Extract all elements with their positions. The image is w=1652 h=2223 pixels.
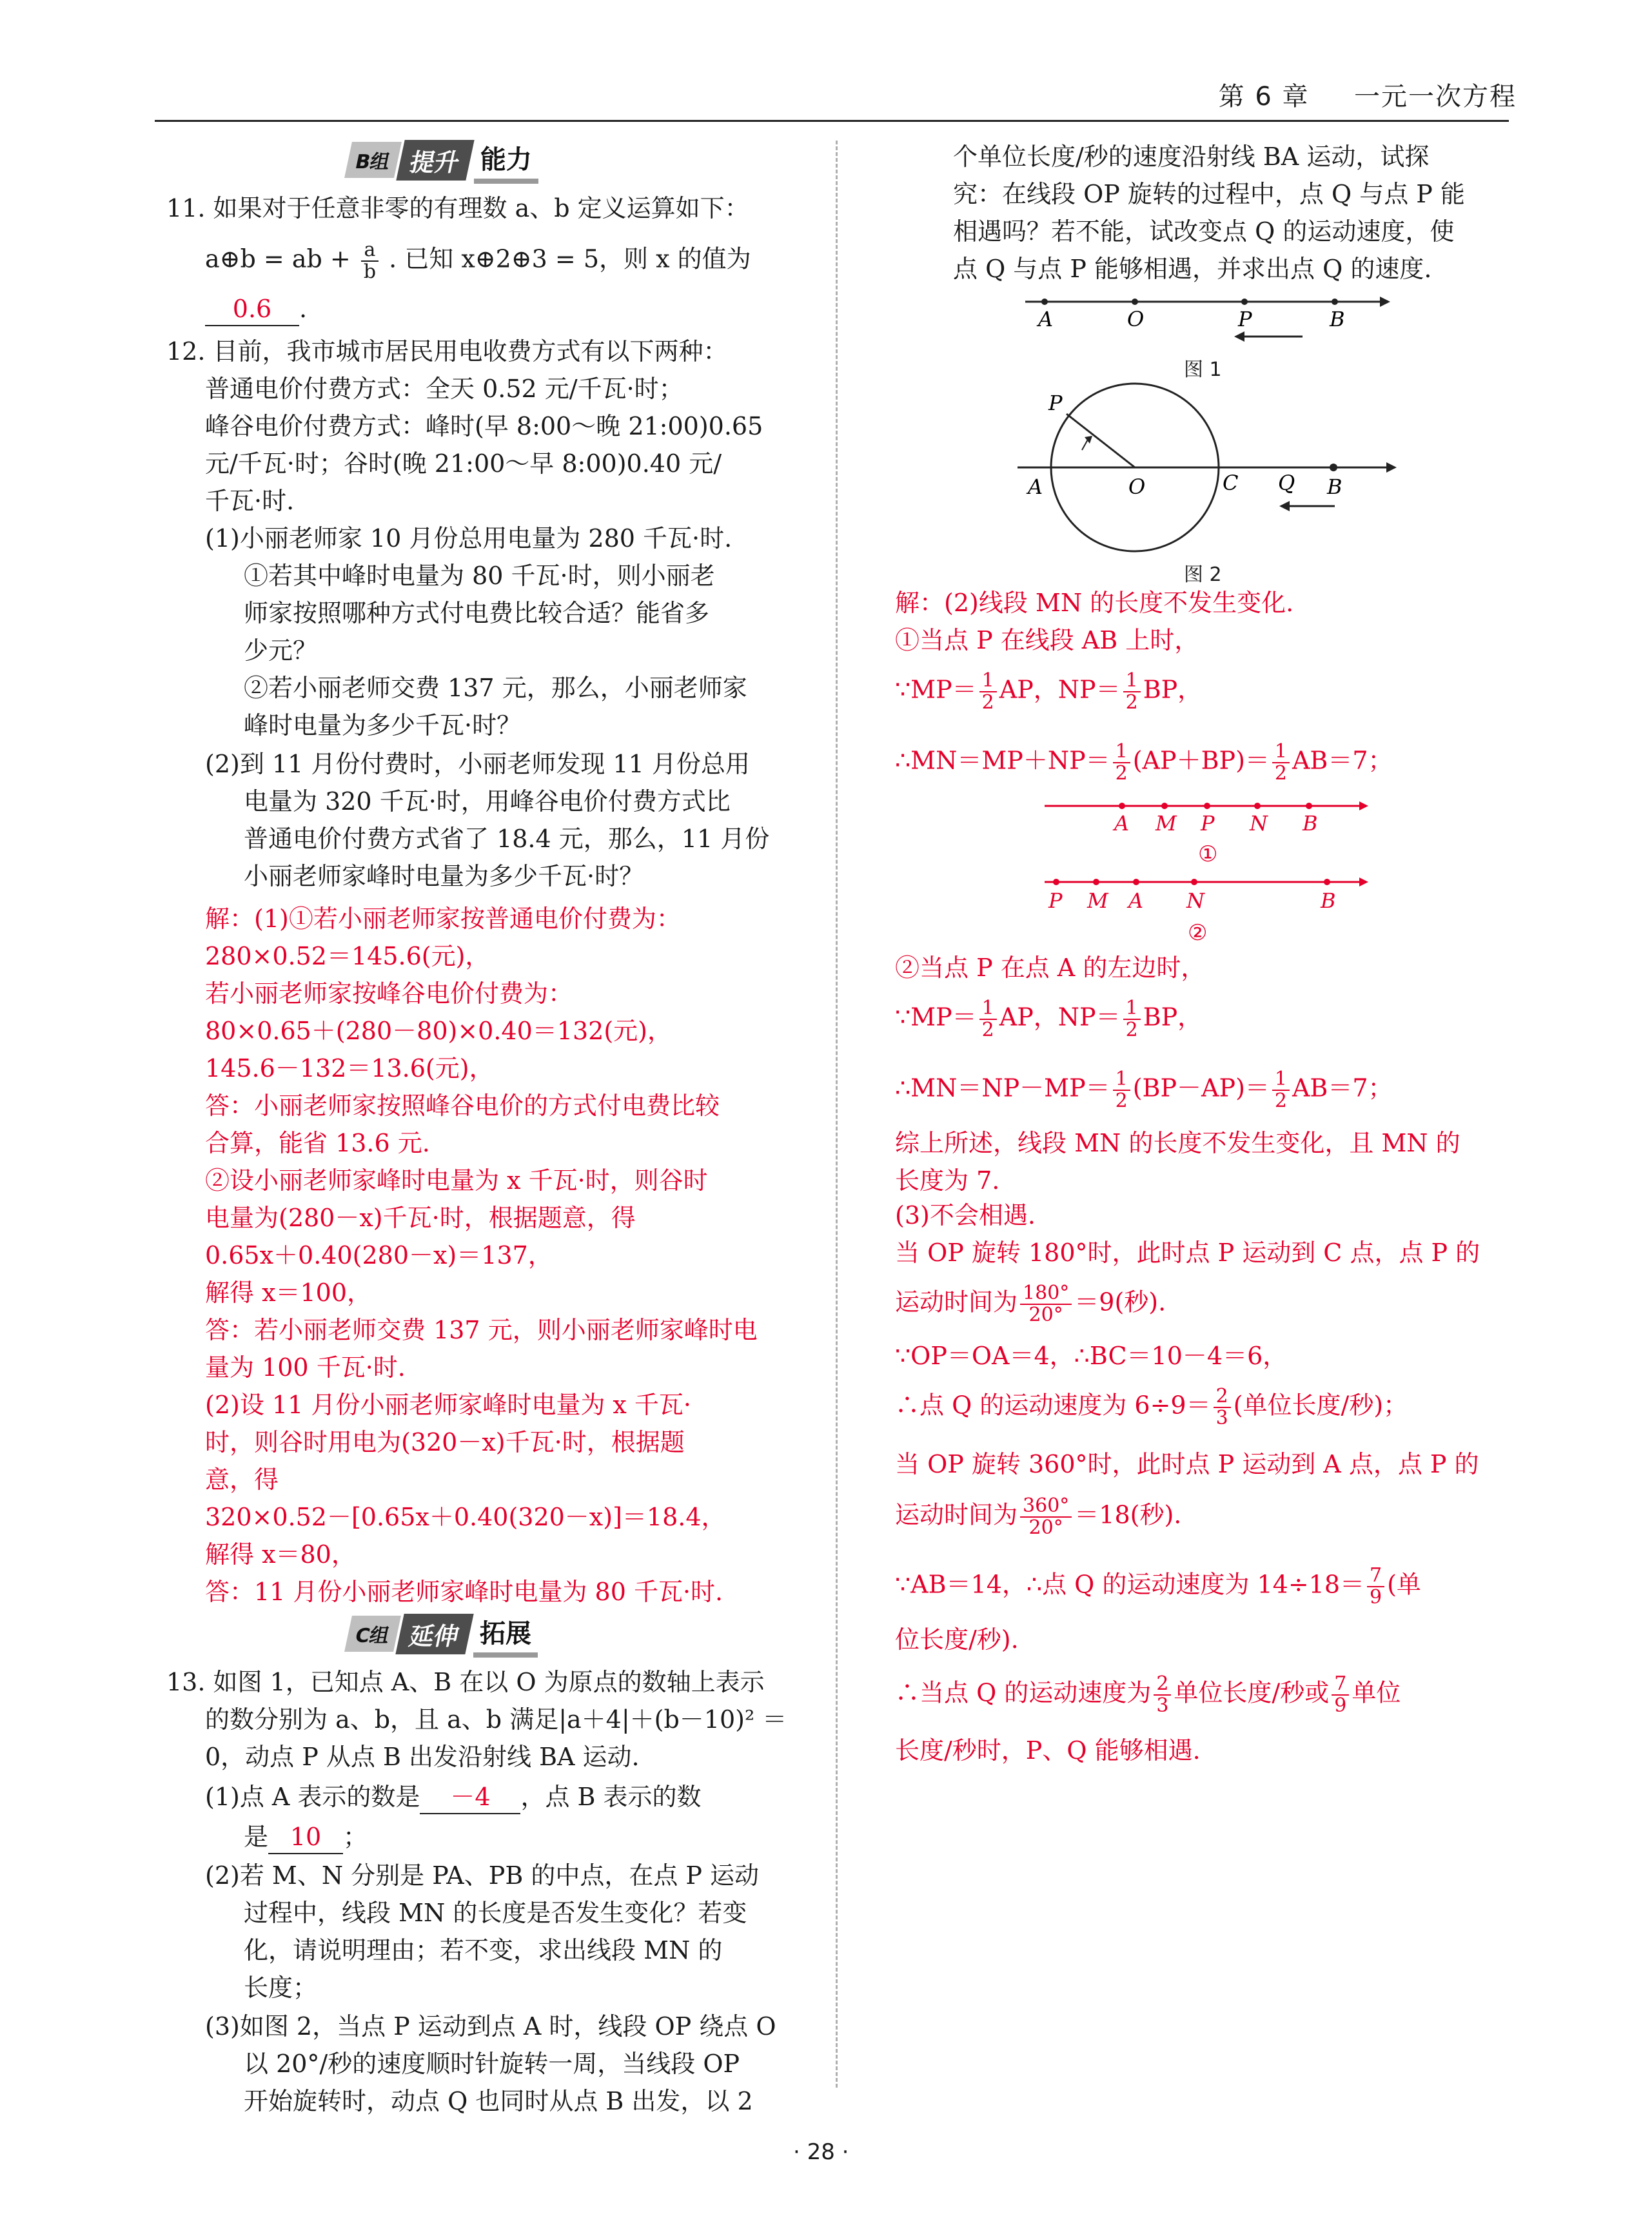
- sol13-s17-a: ∵AB＝14，∴点 Q 的运动速度为 14÷18＝: [895, 1570, 1365, 1599]
- sol13-s6-frac2: [1123, 998, 1141, 1041]
- sol13-s4-frac1: [1113, 741, 1130, 784]
- section-c-group: C组: [344, 1616, 401, 1652]
- sol13-s17-n: 7: [1367, 1565, 1384, 1587]
- seg2-point-p: [1053, 879, 1059, 885]
- q12-line-7: 师家按照哪种方式付电费比较合适？能省多: [244, 599, 710, 627]
- sol13-s6-d2: 2: [1125, 1019, 1138, 1041]
- sol13-s4: [895, 741, 1393, 784]
- seg1-label-n: N: [1250, 811, 1268, 836]
- sol13-s3-frac1: [979, 671, 997, 713]
- sol13-s12-a: 运动时间为: [895, 1288, 1018, 1317]
- q12-sol-3: 80×0.65＋(280－80)×0.40＝132(元)，: [205, 1017, 672, 1045]
- q12-line-5: (1)小丽老师家 10 月份总用电量为 280 千瓦·时.: [205, 524, 733, 553]
- q12-line-13: 普通电价付费方式省了 18.4 元，那么，11 月份: [244, 825, 770, 853]
- q13-p3-1: 以 20°/秒的速度顺时针旋转一周，当线段 OP: [244, 2050, 740, 2078]
- sol13-s19-n1: 2: [1154, 1674, 1171, 1696]
- q12-sol-13: (2)设 11 月份小丽老师家峰时电量为 x 千瓦·: [205, 1391, 692, 1419]
- section-b-title2: 能力: [474, 137, 538, 184]
- q12-sol-10: 解得 x＝100，: [205, 1278, 372, 1307]
- sol13-s19-d1: 3: [1156, 1694, 1169, 1717]
- sol13-s3-d2: 2: [1125, 691, 1138, 714]
- sol13-s3-d1: 2: [981, 691, 994, 714]
- sol13-s16: [895, 1496, 1181, 1538]
- q12-line-11: (2)到 11 月份付费时，小丽老师发现 11 月份总用: [205, 750, 750, 778]
- q13-answer-a: －4: [420, 1781, 520, 1814]
- q12-sol-5: 答：小丽老师家按照峰谷电价的方式付电费比较: [205, 1092, 720, 1120]
- sol13-s4-d2: 2: [1274, 762, 1287, 785]
- sol13-s6-n1: 1: [979, 998, 997, 1020]
- figure-1-caption: 图 1: [1184, 358, 1222, 381]
- seg2-point-m: [1093, 879, 1099, 885]
- q12-line-2: 峰谷电价付费方式：峰时(早 8:00～晚 21:00)0.65: [205, 412, 763, 440]
- seg1-point-n: [1254, 803, 1261, 809]
- q13-p2-3: 长度；: [244, 1973, 318, 2002]
- q12-sol-17: 解得 x＝80，: [205, 1540, 356, 1569]
- q12-line-4: 千瓦·时.: [205, 487, 295, 515]
- fig1-label-a: A: [1038, 307, 1054, 331]
- segment-diagram-1: [1038, 797, 1373, 868]
- sol13-s14-n: 2: [1214, 1386, 1231, 1408]
- fig1-label-o: O: [1127, 307, 1145, 331]
- q12-sol-12: 量为 100 千瓦·时.: [205, 1353, 406, 1382]
- q13-p3-0: (3)如图 2，当点 P 运动到点 A 时，线段 OP 绕点 O: [205, 2012, 776, 2041]
- seg2-point-b: [1324, 879, 1330, 885]
- q13-p3-2: 开始旋转时，动点 Q 也同时从点 B 出发，以 2: [244, 2087, 753, 2115]
- fig1-label-b: B: [1330, 307, 1345, 331]
- sol13-s7-d2: 2: [1274, 1090, 1287, 1112]
- seg2-label-m: M: [1087, 888, 1108, 913]
- sol13-s7: [895, 1069, 1393, 1112]
- sol13-s6-b: AP，NP＝: [999, 1003, 1121, 1032]
- sol13-s19-d2: 9: [1334, 1694, 1347, 1717]
- seg2-arrow: [1359, 877, 1368, 886]
- q13-p1-text-a: (1)点 A 表示的数是: [205, 1783, 420, 1811]
- q12-sol-7: ②设小丽老师家峰时电量为 x 千瓦·时，则谷时: [205, 1166, 708, 1195]
- seg2-label-p: P: [1048, 888, 1063, 913]
- q13-p2-1: 过程中，线段 MN 的长度是否发生变化？若变: [244, 1899, 747, 1927]
- sol13-s16-b: ＝18(秒).: [1074, 1500, 1182, 1529]
- q13-line-2: 0，动点 P 从点 B 出发沿射线 BA 运动.: [205, 1743, 640, 1771]
- sol13-s16-n: 360°: [1020, 1496, 1072, 1518]
- sol13-s16-frac: [1020, 1496, 1072, 1538]
- seg2-caption: ②: [1188, 920, 1208, 946]
- q12-sol-4: 145.6－132＝13.6(元)，: [205, 1054, 494, 1082]
- figure-1: [1019, 289, 1393, 347]
- chapter-number: 第 6 章: [1218, 82, 1310, 112]
- fig1-point-a: [1041, 299, 1048, 305]
- sol13-s16-d: 20°: [1028, 1516, 1063, 1539]
- segment-diagram-2: [1038, 873, 1373, 948]
- fig2-label-p: P: [1048, 391, 1063, 415]
- fig1-point-o: [1132, 299, 1138, 305]
- q11-answer: 0.6: [205, 293, 299, 326]
- q11-condition: . 已知 x⊕2⊕3 = 5，则 x 的值为: [389, 244, 751, 273]
- sol13-s18: 位长度/秒).: [895, 1625, 1019, 1654]
- fig1-motion-arrowhead: [1234, 331, 1244, 342]
- q12-sol-1: 280×0.52＝145.6(元)，: [205, 942, 490, 970]
- sol13-s12-d: 20°: [1028, 1304, 1063, 1326]
- q11-line2: [205, 240, 751, 282]
- seg1-arrow: [1359, 801, 1368, 810]
- sol13-s4-c: AB＝7；: [1292, 746, 1393, 775]
- sol13-s4-frac2: [1272, 741, 1290, 784]
- sol13-s8: 综上所述，线段 MN 的长度不发生变化，且 MN 的: [895, 1129, 1460, 1157]
- section-c-title2: 拓展: [473, 1611, 538, 1658]
- sol13-s14-frac: [1214, 1386, 1231, 1429]
- sol13-s14-d: 3: [1215, 1407, 1228, 1429]
- q13-answer-b: 10: [268, 1821, 343, 1854]
- seg1-point-b: [1306, 803, 1312, 809]
- sol13-s16-a: 运动时间为: [895, 1500, 1018, 1529]
- fig2-label-q: Q: [1278, 471, 1295, 495]
- sol13-s12: [895, 1283, 1166, 1326]
- sol13-s17: [895, 1565, 1421, 1608]
- section-b-title1: 提升: [396, 140, 474, 181]
- seg2-point-a: [1133, 879, 1139, 885]
- sol13-s6: [895, 998, 1202, 1041]
- sol13-s7-n1: 1: [1113, 1069, 1130, 1091]
- q12-line-3: 元/千瓦·时；谷时(晚 21:00～早 8:00)0.40 元/: [205, 449, 722, 478]
- sol13-s7-n2: 1: [1272, 1069, 1290, 1091]
- section-b-group: B组: [344, 142, 402, 178]
- q13-p1-line2: [244, 1821, 368, 1854]
- q12-sol-8: 电量为(280－x)千瓦·时，根据题意，得: [205, 1204, 636, 1232]
- fig2-axis-arrow: [1386, 462, 1397, 473]
- q13-right-1: 究：在线段 OP 旋转的过程中，点 Q 与点 P 能: [953, 180, 1465, 208]
- q12-sol-15: 意，得: [205, 1465, 279, 1494]
- sol13-s19-c: 单位: [1352, 1678, 1401, 1707]
- q11-fraction: [361, 240, 379, 282]
- q11-frac-num: a: [361, 240, 379, 262]
- sol13-s17-d: 9: [1370, 1586, 1382, 1609]
- header-rule: [155, 120, 1509, 122]
- sol13-s1: 解：(2)线段 MN 的长度不发生变化.: [895, 589, 1294, 617]
- sol13-s5: ②当点 P 在点 A 的左边时，: [895, 954, 1206, 982]
- sol13-s14: [895, 1386, 1408, 1429]
- section-b-banner: [348, 142, 538, 178]
- sol13-s11: 当 OP 旋转 180°时，此时点 P 运动到 C 点，点 P 的: [895, 1239, 1480, 1267]
- sol13-s10: (3)不会相遇.: [895, 1201, 1036, 1229]
- sol13-s12-b: ＝9(秒).: [1074, 1288, 1166, 1317]
- sol13-s4-a: ∴MN＝MP＋NP＝: [895, 746, 1110, 775]
- q11-line1: 11. 如果对于任意非零的有理数 a、b 定义运算如下：: [166, 194, 749, 222]
- q12-line-8: 少元？: [244, 636, 318, 665]
- seg1-point-m: [1161, 803, 1168, 809]
- fig2-motion-arrowhead: [1279, 501, 1290, 511]
- sol13-s17-frac: [1367, 1565, 1384, 1608]
- q12-line-6: ①若其中峰时电量为 80 千瓦·时，则小丽老: [244, 562, 715, 590]
- q13-p2-0: (2)若 M、N 分别是 PA、PB 的中点，在点 P 运动: [205, 1861, 760, 1890]
- q13-p1-text-d: ；: [343, 1823, 368, 1851]
- sol13-s6-n2: 1: [1123, 998, 1141, 1020]
- sol13-s9: 长度为 7.: [895, 1166, 1000, 1195]
- sol13-s6-c: BP，: [1143, 1003, 1203, 1032]
- q12-sol-14: 时，则谷时用电为(320－x)千瓦·时，根据题: [205, 1428, 685, 1456]
- sol13-s6-d1: 2: [981, 1019, 994, 1041]
- fig2-label-a: A: [1028, 475, 1043, 499]
- seg2-label-b: B: [1321, 888, 1336, 913]
- q11-frac-den: b: [363, 260, 377, 283]
- q12-sol-2: 若小丽老师家按峰谷电价付费为：: [205, 979, 573, 1008]
- fig1-point-p: [1241, 299, 1248, 305]
- sol13-s3-n2: 1: [1123, 671, 1141, 692]
- seg1-point-p: [1204, 803, 1210, 809]
- sol13-s3-a: ∵MP＝: [895, 675, 977, 704]
- sol13-s12-n: 180°: [1020, 1283, 1072, 1305]
- q13-right-0: 个单位长度/秒的速度沿射线 BA 运动，试探: [953, 142, 1430, 171]
- q11-end: .: [299, 295, 308, 323]
- sol13-s3-b: AP，NP＝: [999, 675, 1121, 704]
- sol13-s19: [895, 1674, 1401, 1716]
- q13-right-3: 点 Q 与点 P 能够相遇，并求出点 Q 的速度.: [953, 255, 1432, 283]
- seg2-point-n: [1191, 879, 1197, 885]
- seg1-label-b: B: [1303, 811, 1318, 836]
- q12-line-9: ②若小丽老师交费 137 元，那么，小丽老师家: [244, 674, 747, 702]
- sol13-s7-frac1: [1113, 1069, 1130, 1112]
- q12-sol-16: 320×0.52－[0.65x＋0.40(320－x)]＝18.4，: [205, 1503, 726, 1531]
- seg1-caption: ①: [1198, 841, 1218, 867]
- q11-expr: a⊕b = ab +: [205, 244, 351, 273]
- q12-line-12: 电量为 320 千瓦·时，用峰谷电价付费方式比: [244, 787, 731, 816]
- sol13-s19-b: 单位长度/秒或: [1174, 1678, 1330, 1707]
- sol13-s19-frac2: [1332, 1674, 1349, 1716]
- sol13-s4-n1: 1: [1113, 741, 1130, 763]
- sol13-s4-b: (AP＋BP)＝: [1132, 746, 1270, 775]
- q13-p1-text-b: ，点 B 表示的数: [520, 1783, 702, 1811]
- sol13-s17-b: (单: [1387, 1570, 1421, 1599]
- sol13-s13: ∵OP＝OA＝4，∴BC＝10－4＝6，: [895, 1342, 1288, 1370]
- sol13-s15: 当 OP 旋转 360°时，此时点 P 运动到 A 点，点 P 的: [895, 1450, 1479, 1478]
- q11-line3: [205, 293, 307, 326]
- sol13-s3-c: BP，: [1143, 675, 1203, 704]
- sol13-s3-n1: 1: [979, 671, 997, 692]
- sol13-s7-d1: 2: [1115, 1090, 1128, 1112]
- q13-right-2: 相遇吗？若不能，试改变点 Q 的运动速度，使: [953, 217, 1455, 246]
- sol13-s19-a: ∴当点 Q 的运动速度为: [895, 1678, 1152, 1707]
- sol13-s3: [895, 671, 1202, 713]
- seg1-label-p: P: [1201, 811, 1215, 836]
- sol13-s7-frac2: [1272, 1069, 1290, 1112]
- sol13-s7-b: (BP－AP)＝: [1132, 1073, 1270, 1102]
- sol13-s20: 长度/秒时，P、Q 能够相遇.: [895, 1736, 1201, 1765]
- q12-line-10: 峰时电量为多少千瓦·时？: [244, 711, 522, 739]
- page-header: [1219, 76, 1517, 113]
- seg1-label-m: M: [1155, 811, 1177, 836]
- q12-line-0: 12. 目前，我市城市居民用电收费方式有以下两种：: [166, 337, 728, 366]
- sol13-s3-frac2: [1123, 671, 1141, 713]
- q12-line-1: 普通电价付费方式：全天 0.52 元/千瓦·时；: [205, 375, 683, 403]
- sol13-s4-n2: 1: [1272, 741, 1290, 763]
- fig1-label-p: P: [1238, 307, 1252, 331]
- sol13-s12-frac: [1020, 1283, 1072, 1326]
- fig2-segment-op: [1067, 414, 1135, 467]
- q13-p1-line1: [205, 1781, 702, 1814]
- fig2-label-c: C: [1223, 471, 1239, 495]
- sol13-s2: ①当点 P 在线段 AB 上时，: [895, 626, 1199, 654]
- page-number: · 28 ·: [793, 2139, 849, 2165]
- q13-line-0: 13. 如图 1，已知点 A、B 在以 O 为原点的数轴上表示: [166, 1668, 765, 1696]
- q13-p1-text-c: 是: [244, 1823, 269, 1851]
- seg2-label-n: N: [1186, 888, 1205, 913]
- seg1-point-a: [1119, 803, 1125, 809]
- figure-2-caption: 图 2: [1184, 563, 1222, 586]
- fig2-label-o: O: [1128, 475, 1146, 499]
- q12-sol-11: 答：若小丽老师交费 137 元，则小丽老师家峰时电: [205, 1316, 758, 1344]
- section-c-title1: 延伸: [395, 1614, 473, 1654]
- q13-p2-2: 化，请说明理由；若不变，求出线段 MN 的: [244, 1936, 723, 1964]
- sol13-s6-a: ∵MP＝: [895, 1003, 977, 1032]
- sol13-s4-d1: 2: [1115, 762, 1128, 785]
- q12-sol-18: 答：11 月份小丽老师家峰时电量为 80 千瓦·时.: [205, 1578, 723, 1606]
- q12-sol-9: 0.65x＋0.40(280－x)＝137，: [205, 1241, 553, 1269]
- section-c-banner: [348, 1616, 538, 1652]
- q13-line-1: 的数分别为 a、b，且 a、b 满足|a＋4|＋(b－10)² ＝: [205, 1705, 787, 1734]
- sol13-s14-b: (单位长度/秒)；: [1233, 1391, 1408, 1420]
- seg1-label-a: A: [1114, 811, 1130, 836]
- q12-sol-0: 解：(1)①若小丽老师家按普通电价付费为：: [205, 905, 681, 933]
- fig2-label-b: B: [1327, 475, 1342, 499]
- chapter-title: 一元一次方程: [1354, 82, 1517, 112]
- column-divider: [836, 141, 838, 2088]
- seg2-label-a: A: [1128, 888, 1144, 913]
- fig1-axis-arrow: [1380, 297, 1390, 307]
- sol13-s6-frac1: [979, 998, 997, 1041]
- sol13-s19-n2: 7: [1332, 1674, 1349, 1696]
- figure-2: [1012, 374, 1399, 554]
- q12-line-14: 小丽老师家峰时电量为多少千瓦·时？: [244, 862, 644, 890]
- sol13-s7-c: AB＝7；: [1292, 1073, 1393, 1102]
- sol13-s19-frac1: [1154, 1674, 1171, 1716]
- fig1-point-b: [1332, 299, 1338, 305]
- sol13-s14-a: ∴点 Q 的运动速度为 6÷9＝: [895, 1391, 1211, 1420]
- fig2-point-b: [1330, 464, 1337, 471]
- sol13-s7-a: ∴MN＝NP－MP＝: [895, 1073, 1110, 1102]
- q12-sol-6: 合算，能省 13.6 元.: [205, 1129, 430, 1157]
